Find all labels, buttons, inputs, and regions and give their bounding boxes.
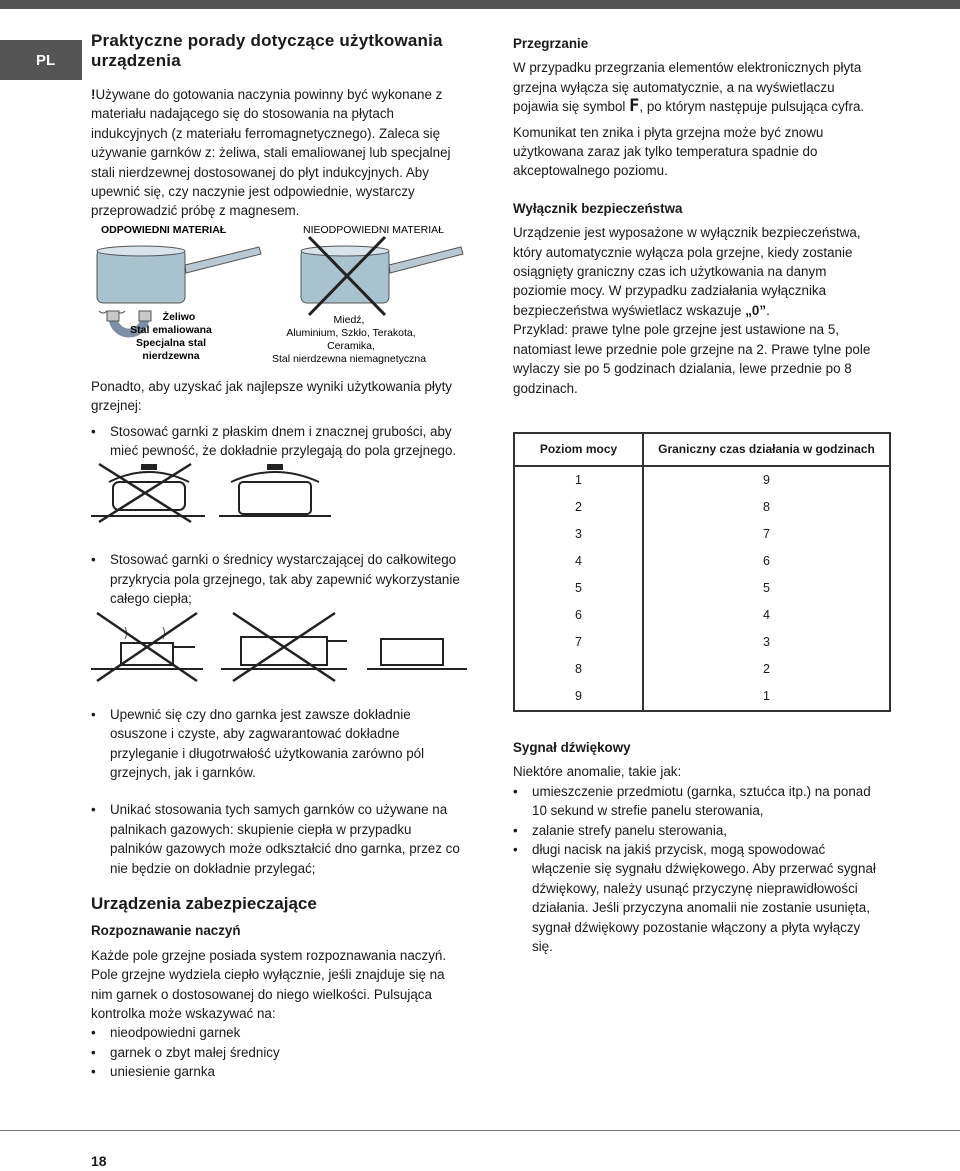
table-cell: 5 bbox=[643, 575, 890, 602]
recognition-text: Każde pole grzejne posiada system rozpoznawania naczyń. Pole grzejne wydziela ciepło wyłącznie, jeśli znajduje się na nim garnek o dostosowanej do niego wielkości. Pulsująca kontrolka może wskazywać na: bbox=[91, 947, 447, 1021]
overheat-section bbox=[513, 34, 883, 181]
overheat-text-3: Komunikat ten znika i płyta grzejna może być znowu użytkowana zaraz jak tylko temperatura spadnie do akceptowalnego poziomu. bbox=[513, 124, 824, 179]
table-cell: 1 bbox=[643, 683, 890, 711]
pot-base-figure bbox=[91, 460, 467, 536]
left-column bbox=[91, 31, 467, 1082]
table-cell: 5 bbox=[514, 575, 643, 602]
recognition-title: Rozpoznawanie naczyń bbox=[91, 923, 241, 939]
table-row bbox=[514, 629, 890, 656]
beep-title: Sygnał dźwiękowy bbox=[513, 739, 631, 755]
pot-diameter-figure bbox=[91, 609, 467, 687]
recognition-item: • garnek o zbyt małej średnicy bbox=[91, 1043, 467, 1062]
power-level-table bbox=[513, 432, 891, 712]
fig-bad-label-1: Miedź, bbox=[333, 313, 365, 326]
intro-paragraph bbox=[91, 85, 467, 221]
safety-switch-title: Wyłącznik bezpieczeństwa bbox=[513, 200, 683, 216]
warning-icon: ! bbox=[91, 87, 96, 102]
bad-pot-illustration bbox=[301, 237, 463, 315]
table-row bbox=[514, 548, 890, 575]
recognition-item: • nieodpowiedni garnek bbox=[91, 1023, 467, 1042]
tip-flat-bottom: • Stosować garnki z płaskim dnem i znacznej grubości, aby mieć pewność, że dokładnie przylegają do pola grzejnego. bbox=[91, 422, 467, 461]
tip-diameter: • Stosować garnki o średnicy wystarczającej do całkowitego przykrycia pola grzejnego, tak aby zapewnić wykorzystanie całego ciepła; bbox=[91, 550, 467, 608]
table-cell: 6 bbox=[514, 602, 643, 629]
table-cell: 7 bbox=[643, 521, 890, 548]
beep-intro: Niektóre anomalie, takie jak: bbox=[513, 764, 682, 780]
table-header: Poziom mocy bbox=[514, 433, 643, 466]
table-row bbox=[514, 683, 890, 711]
table-cell: 6 bbox=[643, 548, 890, 575]
fig-good-label-2: Stal emaliowana bbox=[130, 323, 212, 336]
beep-section bbox=[513, 738, 883, 956]
pot-flat-right bbox=[219, 464, 331, 516]
table-cell: 9 bbox=[643, 466, 890, 494]
pot-small-wrong bbox=[91, 613, 203, 681]
beep-item: • zalanie strefy panelu sterowania, bbox=[513, 821, 883, 840]
table-cell: 2 bbox=[514, 494, 643, 521]
table-cell: 9 bbox=[514, 683, 643, 711]
fig-good-title: ODPOWIEDNI MATERIAŁ bbox=[101, 223, 227, 236]
table-cell: 1 bbox=[514, 466, 643, 494]
pot-fit-right bbox=[367, 639, 467, 669]
table-cell: 2 bbox=[643, 656, 890, 683]
pot-large-wrong bbox=[221, 613, 347, 681]
table-row bbox=[514, 602, 890, 629]
table-cell: 8 bbox=[643, 494, 890, 521]
overheat-text-1: W przypadku przegrzania elementów elektronicznych płyta grzejna wyłącza się automatycznie, a na wyświetlaczu pojawia się symbol bbox=[513, 60, 862, 115]
fig-good-label-4: nierdzewna bbox=[142, 349, 200, 362]
safety-title: Urządzenia zabezpieczające bbox=[91, 893, 317, 913]
table-row bbox=[514, 575, 890, 602]
table-cell: 4 bbox=[643, 602, 890, 629]
table-cell: 7 bbox=[514, 629, 643, 656]
safety-switch-section bbox=[513, 199, 883, 398]
fig-good-label-1: Żeliwo bbox=[162, 310, 196, 323]
table-header: Graniczny czas działania w godzinach bbox=[643, 433, 890, 466]
table-cell: 8 bbox=[514, 656, 643, 683]
overheat-symbol: F bbox=[629, 96, 640, 117]
recognition-item: • uniesienie garnka bbox=[91, 1062, 467, 1081]
table-header-row bbox=[514, 433, 890, 466]
pot-domed-wrong bbox=[91, 464, 205, 522]
page-title: Praktyczne porady dotyczące użytkowania urządzenia bbox=[91, 31, 443, 70]
intro-text: Używane do gotowania naczynia powinny być wykonane z materiału nadającego się do stosowania na płytach indukcyjnych (z materiału ferromagnetycznego). Zaleca się używanie garnków z: żeliwa, stali emaliowanej lub specjalnej stali nierdzewnej dostosowanej do płyt indukcyjnych. Aby upewnić się, czy naczynie jest odpowiednie, wystarczy przeprowadzić próbę z magnesem. bbox=[91, 87, 451, 219]
fig-bad-title: NIEODPOWIEDNI MATERIAŁ bbox=[303, 223, 444, 236]
language-tab bbox=[0, 40, 82, 80]
table-cell: 4 bbox=[514, 548, 643, 575]
beep-item: • długi nacisk na jakiś przycisk, mogą spowodować włączenie się sygnału dźwiękowego. Aby przerwać sygnał dźwiękowy, należy usunąć przyczynę nieprawidłowości działania. Jeśli przyczyna anomalii nie zostanie usunięta, sygnał dźwiękowy pozostanie włączony a płyta wyłączy się. bbox=[513, 840, 883, 956]
table-row bbox=[514, 466, 890, 494]
beep-item: • umieszczenie przedmiotu (garnka, sztućca itp.) na ponad 10 sekund w strefie panelu sterowania, bbox=[513, 782, 883, 821]
table-row bbox=[514, 494, 890, 521]
language-code: PL bbox=[36, 51, 56, 69]
safety-switch-example: Przyklad: prawe tylne pole grzejne jest ustawione na 5, natomiast lewe przednie pole grzejne na 2. Prawe tylne pole wylaczy sie po 5 godzinach dzialania, lewe przednie po 8 godzinach. bbox=[513, 322, 871, 396]
material-figure bbox=[91, 221, 467, 371]
overheat-text-2: , po którym następuje pulsująca cyfra. bbox=[639, 99, 865, 115]
fig-bad-label-3: Ceramika, bbox=[327, 339, 375, 352]
tip-dry-clean: • Upewnić się czy dno garnka jest zawsze dokładnie osuszone i czyste, aby zagwarantować dokładne przyleganie i długotrwałość użytkowania zarówno pól grzejnych, jak i garnków. bbox=[91, 705, 467, 783]
page-number: 18 bbox=[91, 1153, 107, 1169]
safety-switch-text-1: Urządzenie jest wyposażone w wyłącznik bezpieczeństwa, który automatycznie wyłącza pola grzejne, kiedy zostanie osiągnięty graniczny czas ich użytkowania na danym poziomie mocy. W przypadku zadziałania wyłącznika bezpieczeństwa wyświetlacz wskazuje bbox=[513, 225, 861, 318]
footer-rule bbox=[0, 1130, 960, 1131]
table-row bbox=[514, 521, 890, 548]
display-zero-value: „0” bbox=[745, 302, 767, 318]
good-pot-illustration bbox=[97, 246, 261, 313]
tip-no-gas-pots: • Unikać stosowania tych samych garnków co używane na palnikach gazowych: skupienie ciepła w przypadku palników gazowych może odkształcić dno garnka, przez co nie będzie on dokładnie przylegać; bbox=[91, 800, 467, 878]
table-row bbox=[514, 656, 890, 683]
overheat-paragraph bbox=[513, 58, 883, 116]
right-column bbox=[513, 34, 883, 956]
fig-bad-label-2: Aluminium, Szkło, Terakota, bbox=[286, 326, 416, 339]
fig-bad-label-4: Stal nierdzewna niemagnetyczna bbox=[271, 352, 427, 365]
table-cell: 3 bbox=[514, 521, 643, 548]
overheat-title: Przegrzanie bbox=[513, 36, 589, 51]
fig-good-label-3: Specjalna stal bbox=[135, 336, 207, 349]
top-bar bbox=[0, 0, 960, 9]
para-best-results: Ponadto, aby uzyskać jak najlepsze wyniki użytkowania płyty grzejnej: bbox=[91, 378, 452, 414]
table-cell: 3 bbox=[643, 629, 890, 656]
safety-switch-paragraph bbox=[513, 223, 883, 320]
safety-switch-text-2: . bbox=[766, 302, 770, 318]
